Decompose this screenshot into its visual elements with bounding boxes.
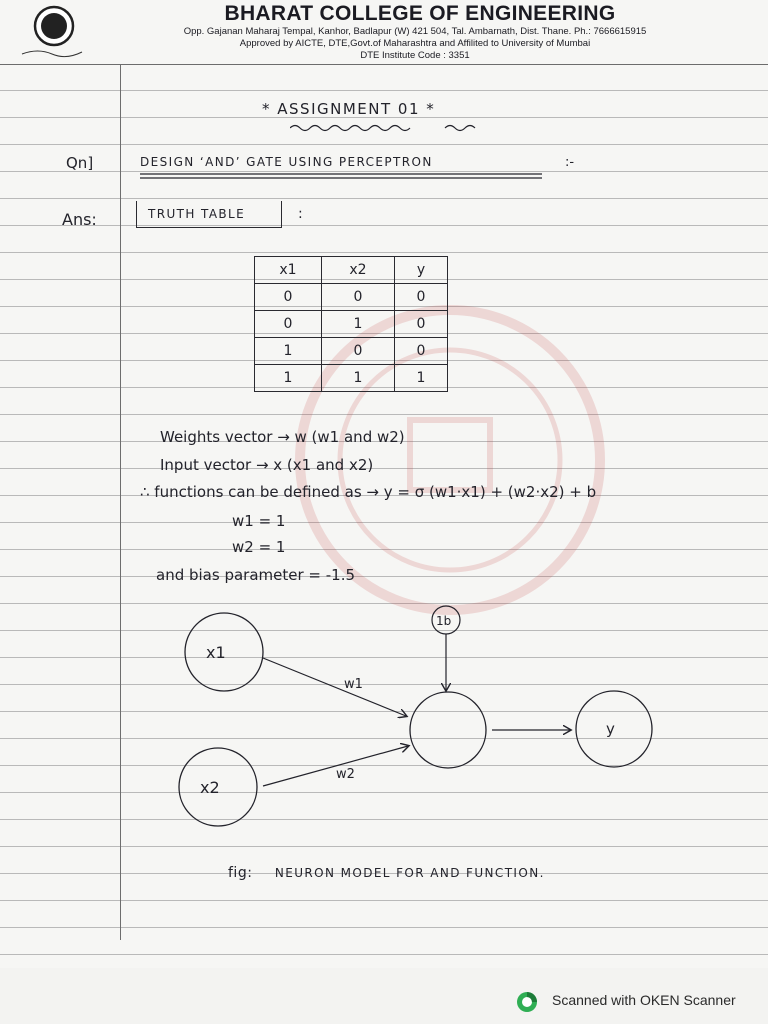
neuron-node (410, 692, 486, 768)
table-cell: 1 (322, 365, 395, 392)
truth-table-colon: : (298, 206, 303, 222)
truth-table-label: TRUTH TABLE (148, 207, 246, 221)
table-cell: 1 (322, 311, 395, 338)
figure-label: fig: (228, 865, 253, 881)
college-name: BHARAT COLLEGE OF ENGINEERING (224, 2, 616, 25)
college-address: Opp. Gajanan Maharaj Tempal, Kanhor, Badlapur (W) 421 504, Tal. Ambarnath, Dist. Thane. Ph.: 7666615915 (183, 26, 647, 37)
table-cell: 0 (395, 284, 448, 311)
college-logo-icon (18, 4, 84, 62)
input-vector-line: Input vector → x (x1 and x2) (160, 456, 374, 474)
table-cell: 1 (255, 365, 322, 392)
bias-line: and bias parameter = -1.5 (156, 566, 356, 584)
input-node-x2 (179, 748, 257, 826)
table-cell: 0 (395, 338, 448, 365)
table-header-x1: x1 (255, 257, 322, 284)
figure-caption-text: NEURON MODEL FOR AND FUNCTION. (274, 866, 545, 880)
table-cell: 0 (255, 311, 322, 338)
weights-vector-line: Weights vector → w (w1 and w2) (160, 428, 405, 446)
table-cell: 0 (395, 311, 448, 338)
answer-label: Ans: (62, 210, 97, 229)
output-label: y (606, 720, 615, 738)
w1-value-line: w1 = 1 (232, 512, 286, 530)
assignment-title: * ASSIGNMENT 01 * (262, 100, 436, 118)
college-header (0, 0, 768, 65)
bias-node (432, 606, 460, 634)
table-cell: 0 (322, 284, 395, 311)
table-header-x2: x2 (322, 257, 395, 284)
table-header-row (255, 257, 448, 284)
table-cell: 1 (255, 338, 322, 365)
question-suffix: :- (565, 155, 575, 170)
truth-table (254, 256, 448, 392)
table-header-y: y (395, 257, 448, 284)
scanner-logo-icon (516, 991, 538, 1013)
table-row (255, 284, 448, 311)
input1-label: x1 (206, 643, 226, 662)
function-line: ∴ functions can be defined as → y = σ (w1·x1) + (w2·x2) + b (140, 483, 597, 501)
question-text: DESIGN ‘AND’ GATE USING PERCEPTRON (140, 155, 433, 169)
output-node-y (576, 691, 652, 767)
table-cell: 0 (255, 284, 322, 311)
question-label: Qn] (66, 154, 94, 172)
question-underline (138, 172, 548, 180)
table-row (255, 365, 448, 392)
weight2-label: w2 (336, 767, 355, 782)
input-node-x1 (185, 613, 263, 691)
scanner-credit: Scanned with OKEN Scanner (552, 992, 736, 1008)
input2-label: x2 (200, 778, 220, 797)
table-row (255, 338, 448, 365)
college-approval: Approved by AICTE, DTE,Govt.of Maharashtra and Affilited to University of Mumbai (239, 38, 591, 49)
table-row (255, 311, 448, 338)
table-cell: 1 (395, 365, 448, 392)
neuron-model-diagram (0, 600, 768, 840)
title-underline (290, 122, 490, 134)
bias-label: 1b (436, 614, 452, 628)
institute-code: DTE Institute Code : 3351 (360, 50, 470, 61)
w2-value-line: w2 = 1 (232, 538, 286, 556)
table-cell: 0 (322, 338, 395, 365)
w1-arrow (263, 658, 406, 716)
weight1-label: w1 (344, 677, 363, 692)
figure-caption (228, 864, 545, 882)
